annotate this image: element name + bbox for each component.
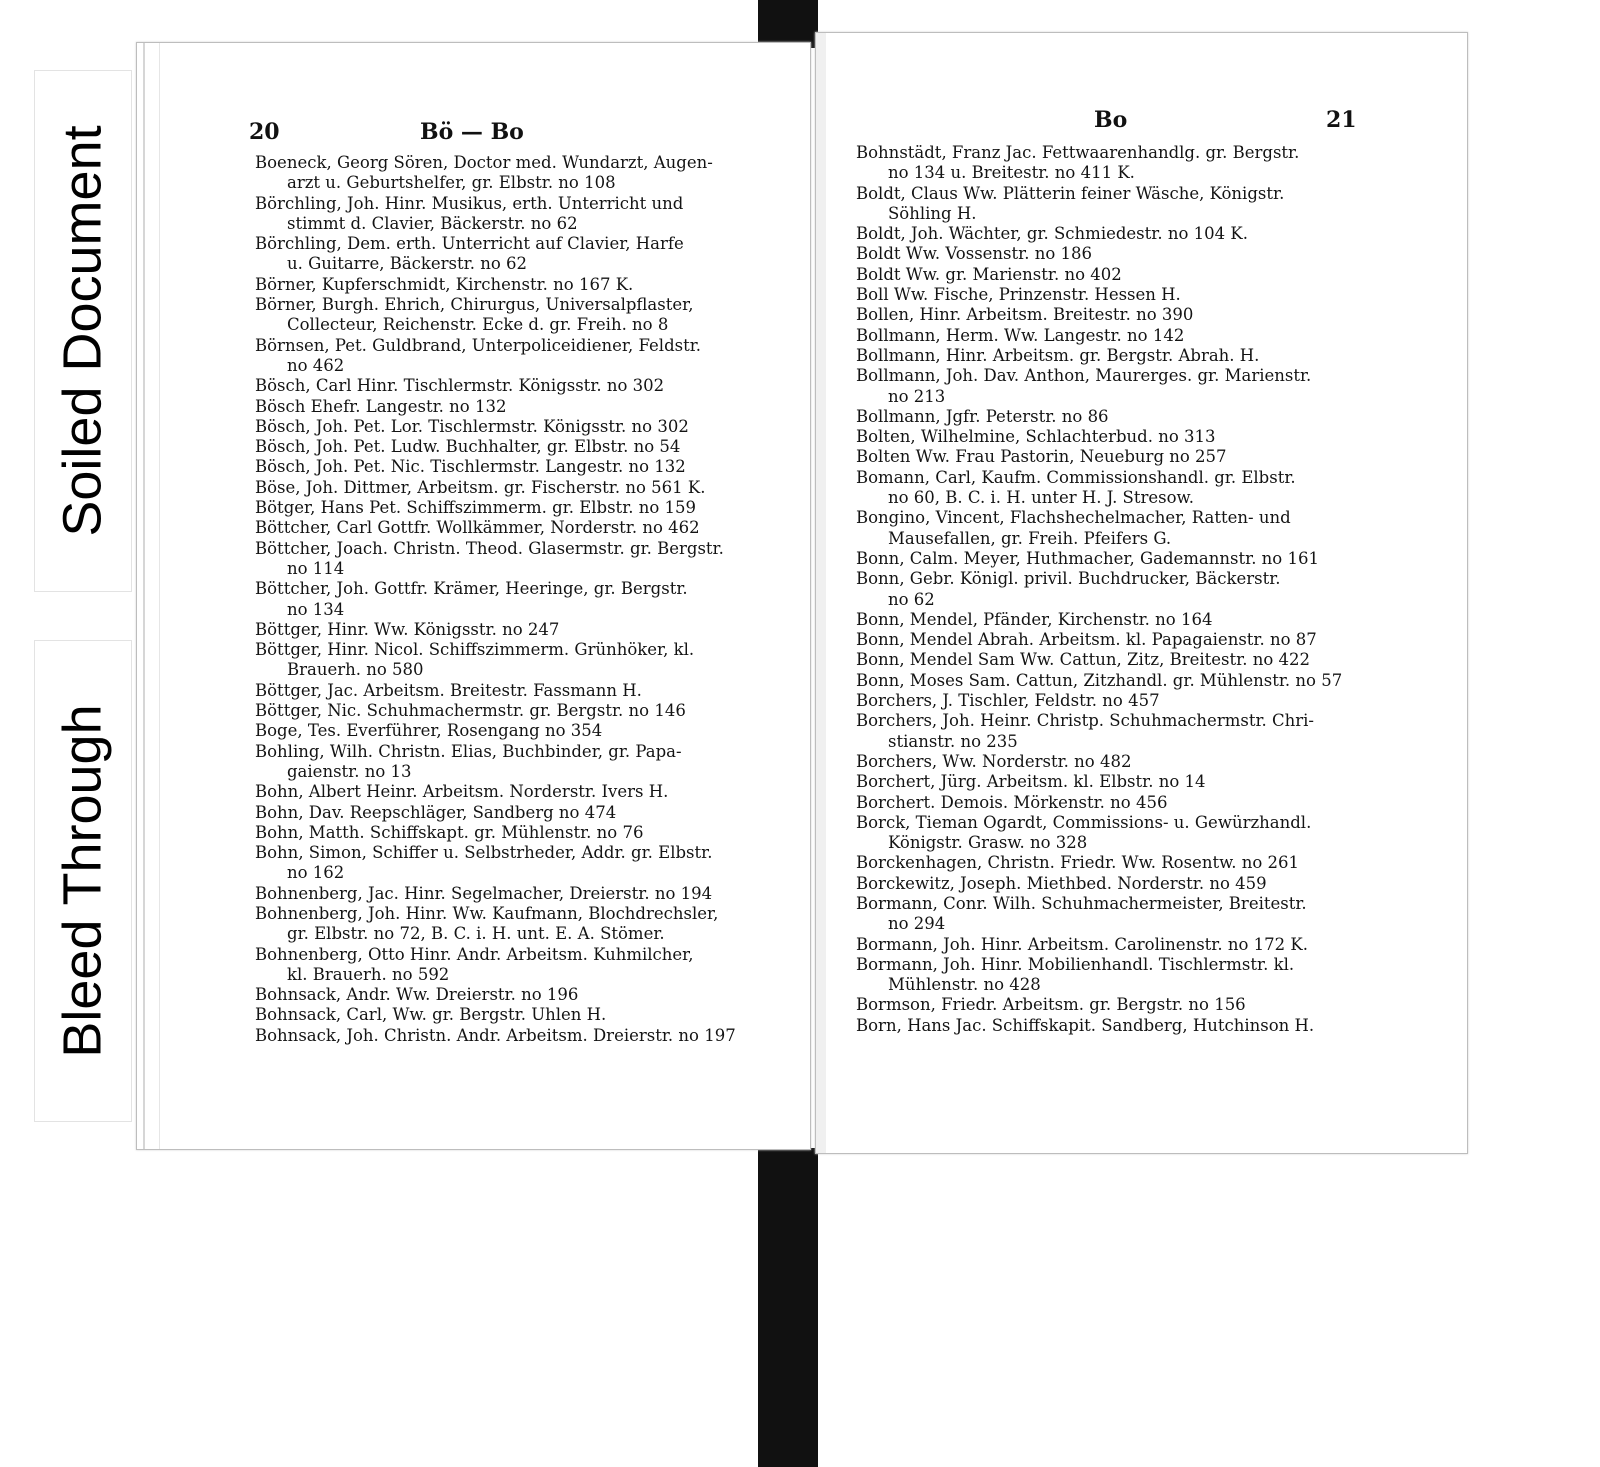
entry-text: Bösch, Joh. Pet. Nic. Tischlermstr. Langestr. no 132: [255, 457, 686, 477]
entry-text: Borchers, Ww. Norderstr. no 482: [856, 751, 1132, 771]
directory-entry: [856, 427, 1436, 447]
directory-entry: [255, 884, 800, 904]
directory-entry: [856, 1016, 1436, 1036]
entry-text: Bollmann, Jgfr. Peterstr. no 86: [856, 406, 1109, 426]
entry-text: Bormann, Joh. Hinr. Mobilienhandl. Tischlermstr. kl.: [856, 954, 1295, 974]
entry-text: Böttcher, Carl Gottfr. Wollkämmer, Norderstr. no 462: [255, 518, 700, 538]
directory-entry: [255, 417, 800, 437]
entry-continuation: no 462: [287, 355, 345, 375]
entry-continuation: Söhling H.: [888, 203, 977, 223]
directory-entry: [255, 985, 800, 1005]
entry-text: Bohn, Simon, Schiffer u. Selbstrheder, Addr. gr. Elbstr.: [255, 843, 713, 863]
entry-continuation: stianstr. no 235: [888, 731, 1018, 751]
entry-text: Boll Ww. Fische, Prinzenstr. Hessen H.: [856, 285, 1181, 305]
directory-entry: [255, 478, 800, 498]
directory-entries-left: [255, 153, 800, 1046]
entry-continuation: no 60, B. C. i. H. unter H. J. Stresow.: [888, 488, 1194, 508]
entry-text: Bösch, Carl Hinr. Tischlermstr. Königsstr. no 302: [255, 376, 665, 396]
entry-text: Bohling, Wilh. Christn. Elias, Buchbinder, gr. Papa-: [255, 741, 682, 761]
directory-entry: [856, 447, 1436, 467]
soiled-document-label: [34, 70, 132, 592]
entry-text: Bolten Ww. Frau Pastorin, Neueburg no 257: [856, 447, 1227, 467]
entry-text: Bonn, Calm. Meyer, Huthmacher, Gademannstr. no 161: [856, 548, 1319, 568]
directory-entry: [255, 742, 800, 783]
entry-text: Borchers, Joh. Heinr. Christp. Schuhmachermstr. Chri-: [856, 711, 1315, 731]
entry-text: Bohnsack, Joh. Christn. Andr. Arbeitsm. Dreierstr. no 197: [255, 1025, 736, 1045]
directory-entry: [856, 894, 1436, 935]
directory-entry: [856, 569, 1436, 610]
entry-continuation: Mühlenstr. no 428: [888, 975, 1041, 995]
directory-entry: [856, 630, 1436, 650]
directory-entry: [856, 853, 1436, 873]
entry-text: Boldt Ww. Vossenstr. no 186: [856, 244, 1093, 264]
directory-entry: [255, 376, 800, 396]
entry-text: Bonn, Gebr. Königl. privil. Buchdrucker, Bäckerstr.: [856, 569, 1281, 589]
directory-entry: [856, 793, 1436, 813]
entry-text: Bollmann, Herm. Ww. Langestr. no 142: [856, 325, 1185, 345]
entry-continuation: no 294: [888, 914, 946, 934]
directory-entry: [255, 518, 800, 538]
directory-entry: [856, 366, 1436, 407]
directory-entry: [856, 407, 1436, 427]
directory-entry: [856, 671, 1436, 691]
directory-entry: [255, 397, 800, 417]
entry-text: Boldt Ww. gr. Marienstr. no 402: [856, 264, 1122, 284]
directory-entry: [856, 143, 1436, 184]
page-number-left: 20: [249, 119, 280, 145]
entry-continuation: no 134 u. Breitestr. no 411 K.: [888, 163, 1135, 183]
entry-text: Börchling, Dem. erth. Unterricht auf Clavier, Harfe: [255, 234, 684, 254]
entry-text: Bohnenberg, Jac. Hinr. Segelmacher, Dreierstr. no 194: [255, 883, 713, 903]
directory-entry: [856, 305, 1436, 325]
directory-entry: [255, 701, 800, 721]
entry-text: Borck, Tieman Ogardt, Commissions- u. Gewürzhandl.: [856, 812, 1312, 832]
directory-entry: [856, 691, 1436, 711]
entry-text: Börchling, Joh. Hinr. Musikus, erth. Unterricht und: [255, 193, 684, 213]
directory-entry: [255, 1026, 800, 1046]
entry-text: Bonn, Moses Sam. Cattun, Zitzhandl. gr. Mühlenstr. no 57: [856, 670, 1343, 690]
directory-entry: [255, 620, 800, 640]
directory-entry: [856, 326, 1436, 346]
running-header-right: Bo: [1094, 107, 1128, 133]
entry-text: Börnsen, Pet. Guldbrand, Unterpoliceidiener, Feldstr.: [255, 335, 702, 355]
directory-entry: [856, 874, 1436, 894]
running-header-left: Bö — Bo: [420, 119, 524, 145]
left-page: [136, 42, 811, 1150]
entry-text: Bormann, Conr. Wilh. Schuhmachermeister, Breitestr.: [856, 893, 1307, 913]
directory-entries-right: [856, 143, 1436, 1036]
entry-text: Bötger, Hans Pet. Schiffszimmerm. gr. Elbstr. no 159: [255, 498, 697, 518]
entry-text: Bonn, Mendel Sam Ww. Cattun, Zitz, Breitestr. no 422: [856, 650, 1311, 670]
entry-text: Bohnstädt, Franz Jac. Fettwaarenhandlg. gr. Bergstr.: [856, 143, 1300, 162]
entry-continuation: no 162: [287, 863, 345, 883]
bleed-through-label: [34, 640, 132, 1122]
directory-entry: [255, 640, 800, 681]
entry-text: Bormann, Joh. Hinr. Arbeitsm. Carolinenstr. no 172 K.: [856, 934, 1308, 954]
directory-entry: [856, 244, 1436, 264]
entry-text: Bohnsack, Andr. Ww. Dreierstr. no 196: [255, 985, 579, 1005]
entry-continuation: Brauerh. no 580: [287, 660, 424, 680]
directory-entry: [856, 285, 1436, 305]
entry-text: Bollmann, Hinr. Arbeitsm. gr. Bergstr. Abrah. H.: [856, 345, 1260, 365]
directory-entry: [255, 437, 800, 457]
entry-continuation: no 213: [888, 386, 946, 406]
directory-entry: [255, 234, 800, 275]
entry-text: Böttcher, Joh. Gottfr. Krämer, Heeringe, gr. Bergstr.: [255, 579, 688, 599]
entry-text: Böttcher, Joach. Christn. Theod. Glasermstr. gr. Bergstr.: [255, 538, 724, 558]
directory-entry: [856, 508, 1436, 549]
directory-entry: [856, 610, 1436, 630]
directory-entry: [856, 813, 1436, 854]
directory-entry: [856, 995, 1436, 1015]
entry-continuation: arzt u. Geburtshelfer, gr. Elbstr. no 108: [287, 173, 616, 193]
entry-continuation: Collecteur, Reichenstr. Ecke d. gr. Freih. no 8: [287, 315, 669, 335]
entry-text: Borckewitz, Joseph. Miethbed. Norderstr. no 459: [856, 873, 1267, 893]
directory-entry: [255, 498, 800, 518]
entry-text: Bohn, Matth. Schiffskapt. gr. Mühlenstr. no 76: [255, 822, 644, 842]
entry-continuation: no 134: [287, 599, 345, 619]
entry-text: Bösch Ehefr. Langestr. no 132: [255, 396, 507, 416]
directory-entry: [856, 772, 1436, 792]
directory-entry: [255, 803, 800, 823]
book-spine-bottom: [758, 1148, 818, 1467]
entry-text: Bomann, Carl, Kaufm. Commissionshandl. gr. Elbstr.: [856, 467, 1296, 487]
directory-entry: [255, 336, 800, 377]
entry-text: Boldt, Claus Ww. Plätterin feiner Wäsche, Königstr.: [856, 183, 1285, 203]
entry-text: Born, Hans Jac. Schiffskapit. Sandberg, Hutchinson H.: [856, 1015, 1315, 1035]
directory-entry: [856, 184, 1436, 225]
entry-text: Böse, Joh. Dittmer, Arbeitsm. gr. Fischerstr. no 561 K.: [255, 477, 706, 497]
entry-text: Böttger, Jac. Arbeitsm. Breitestr. Fassmann H.: [255, 680, 642, 700]
entry-text: Börner, Burgh. Ehrich, Chirurgus, Universalpflaster,: [255, 295, 694, 315]
directory-entry: [856, 935, 1436, 955]
entry-text: Bollen, Hinr. Arbeitsm. Breitestr. no 390: [856, 305, 1194, 325]
entry-continuation: no 114: [287, 558, 345, 578]
entry-continuation: stimmt d. Clavier, Bäckerstr. no 62: [287, 213, 578, 233]
entry-text: Böttger, Hinr. Nicol. Schiffszimmerm. Grünhöker, kl.: [255, 640, 695, 660]
directory-entry: [255, 823, 800, 843]
entry-continuation: no 62: [888, 589, 935, 609]
entry-text: Boldt, Joh. Wächter, gr. Schmiedestr. no 104 K.: [856, 224, 1248, 244]
right-page: [815, 32, 1468, 1154]
entry-text: Bonn, Mendel Abrah. Arbeitsm. kl. Papagaienstr. no 87: [856, 630, 1317, 650]
entry-text: Bonn, Mendel, Pfänder, Kirchenstr. no 164: [856, 609, 1213, 629]
entry-text: Bollmann, Joh. Dav. Anthon, Maurerges. gr. Marienstr.: [856, 366, 1312, 386]
entry-text: Böttger, Hinr. Ww. Königsstr. no 247: [255, 619, 560, 639]
entry-text: Bösch, Joh. Pet. Ludw. Buchhalter, gr. Elbstr. no 54: [255, 437, 681, 457]
entry-continuation: gaienstr. no 13: [287, 761, 412, 781]
directory-entry: [255, 843, 800, 884]
entry-text: Borchert. Demois. Mörkenstr. no 456: [856, 792, 1168, 812]
entry-text: Bohn, Albert Heinr. Arbeitsm. Norderstr. Ivers H.: [255, 782, 669, 802]
directory-entry: [856, 549, 1436, 569]
entry-text: Boeneck, Georg Sören, Doctor med. Wundarzt, Augen-: [255, 153, 713, 172]
entry-continuation: Königstr. Grasw. no 328: [888, 833, 1088, 853]
soiled-document-text: Soiled Document: [53, 125, 114, 537]
entry-text: Bormson, Friedr. Arbeitsm. gr. Bergstr. no 156: [856, 995, 1246, 1015]
entry-text: Boge, Tes. Everführer, Rosengang no 354: [255, 721, 603, 741]
directory-entry: [856, 224, 1436, 244]
directory-entry: [856, 346, 1436, 366]
entry-continuation: kl. Brauerh. no 592: [287, 964, 450, 984]
directory-entry: [255, 153, 800, 194]
entry-text: Bohnenberg, Otto Hinr. Andr. Arbeitsm. Kuhmilcher,: [255, 944, 694, 964]
directory-entry: [255, 539, 800, 580]
directory-entry: [856, 711, 1436, 752]
entry-text: Börner, Kupferschmidt, Kirchenstr. no 167 K.: [255, 274, 634, 294]
directory-entry: [255, 579, 800, 620]
directory-entry: [856, 752, 1436, 772]
directory-entry: [255, 1005, 800, 1025]
page-number-right: 21: [1326, 107, 1357, 133]
entry-continuation: u. Guitarre, Bäckerstr. no 62: [287, 254, 528, 274]
directory-entry: [255, 275, 800, 295]
directory-entry: [255, 721, 800, 741]
entry-text: Bohnsack, Carl, Ww. gr. Bergstr. Uhlen H.: [255, 1005, 607, 1025]
entry-text: Bohnenberg, Joh. Hinr. Ww. Kaufmann, Blochdrechsler,: [255, 903, 719, 923]
directory-entry: [856, 955, 1436, 996]
directory-entry: [255, 782, 800, 802]
entry-text: Bösch, Joh. Pet. Lor. Tischlermstr. Königsstr. no 302: [255, 416, 689, 436]
directory-entry: [255, 945, 800, 986]
entry-text: Borchert, Jürg. Arbeitsm. kl. Elbstr. no 14: [856, 772, 1206, 792]
entry-text: Bongino, Vincent, Flachshechelmacher, Ratten- und: [856, 508, 1291, 528]
entry-text: Bolten, Wilhelmine, Schlachterbud. no 313: [856, 427, 1216, 447]
entry-continuation: Mausefallen, gr. Freih. Pfeifers G.: [888, 528, 1172, 548]
entry-text: Borckenhagen, Christn. Friedr. Ww. Rosentw. no 261: [856, 853, 1300, 873]
entry-text: Borchers, J. Tischler, Feldstr. no 457: [856, 691, 1160, 711]
directory-entry: [255, 295, 800, 336]
entry-continuation: gr. Elbstr. no 72, B. C. i. H. unt. E. A. Stömer.: [287, 924, 665, 944]
book-spine-top: [758, 0, 818, 48]
bleed-through-text: Bleed Through: [53, 704, 113, 1058]
directory-entry: [255, 457, 800, 477]
directory-entry: [856, 650, 1436, 670]
directory-entry: [255, 681, 800, 701]
directory-entry: [856, 468, 1436, 509]
directory-entry: [255, 904, 800, 945]
directory-entry: [856, 265, 1436, 285]
entry-text: Böttger, Nic. Schuhmachermstr. gr. Bergstr. no 146: [255, 701, 686, 721]
directory-entry: [255, 194, 800, 235]
entry-text: Bohn, Dav. Reepschläger, Sandberg no 474: [255, 802, 617, 822]
